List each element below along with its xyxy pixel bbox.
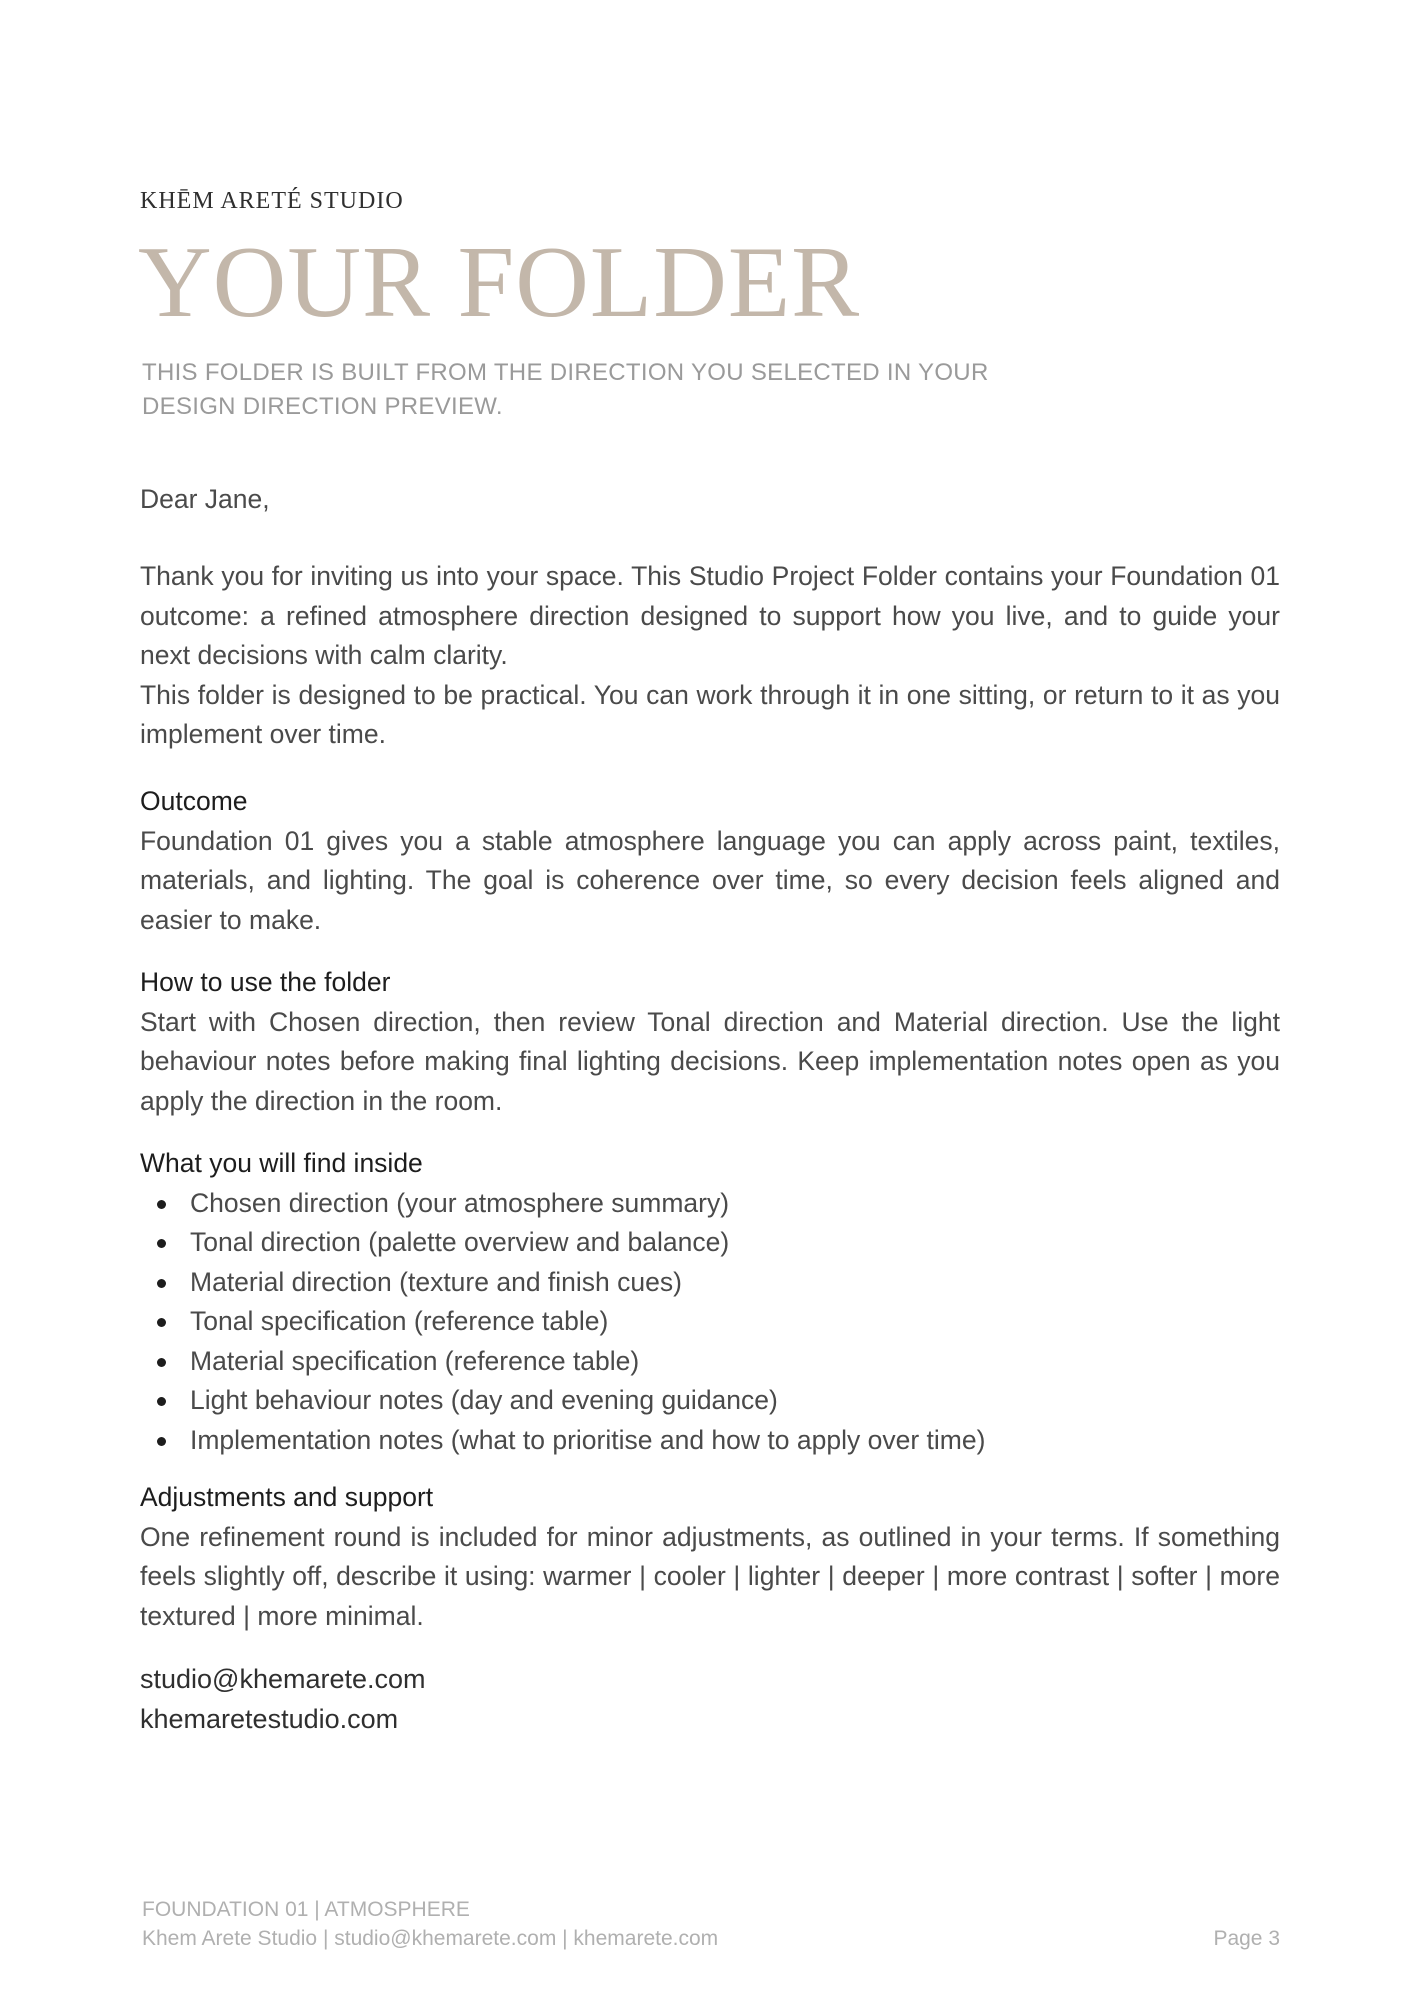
list-item — [140, 1263, 1280, 1303]
page-title: YOUR FOLDER — [138, 226, 861, 339]
list-item — [140, 1342, 1280, 1382]
list-item — [140, 1381, 1280, 1421]
bullet-icon — [157, 1200, 166, 1209]
list-item — [140, 1223, 1280, 1263]
inside-section — [140, 1144, 1280, 1460]
adjustments-section — [140, 1478, 1280, 1636]
adjustments-heading: Adjustments and support — [140, 1482, 434, 1512]
adjustments-text: One refinement round is included for minor adjustments, as outlined in your terms. If something feels slightly off, describe it using: warmer | cooler | lighter | deeper | more contrast | softer | more textured | more minimal. — [140, 1521, 1280, 1631]
bullet-icon — [157, 1318, 166, 1327]
intro-paragraph-2: This folder is designed to be practical. You can work through it in one sitting, or return to it as you implement over time. — [140, 679, 1280, 749]
list-item-text: Tonal specification (reference table) — [190, 1306, 609, 1336]
how-to-use-text: Start with Chosen direction, then review Tonal direction and Material direction. Use the light behaviour notes before making final lighting decisions. Keep implementation notes open as you apply the direction in the room. — [140, 1006, 1280, 1116]
list-item — [140, 1302, 1280, 1342]
contact-website[interactable]: khemaretestudio.com — [140, 1703, 399, 1734]
subtitle-line-1: THIS FOLDER IS BUILT FROM THE DIRECTION YOU SELECTED IN YOUR — [142, 359, 989, 386]
footer — [142, 1895, 718, 1953]
intro-paragraph-1: Thank you for inviting us into your space. This Studio Project Folder contains your Foundation 01 outcome: a refined atmosphere direction designed to support how you live, and to guide your next decisions with calm clarity. — [140, 561, 1280, 670]
subtitle-line-2: DESIGN DIRECTION PREVIEW. — [142, 393, 503, 420]
list-item-text: Implementation notes (what to prioritise and how to apply over time) — [190, 1424, 986, 1455]
list-item-text: Light behaviour notes (day and evening guidance) — [190, 1385, 778, 1415]
greeting: Dear Jane, — [140, 484, 270, 514]
how-to-use-heading: How to use the folder — [140, 967, 391, 997]
list-item-text: Chosen direction (your atmosphere summary) — [190, 1187, 730, 1218]
page-number: Page 3 — [1213, 1927, 1280, 1950]
outcome-section — [140, 782, 1280, 940]
intro-section — [140, 557, 1280, 755]
list-item-text: Material specification (reference table) — [190, 1345, 640, 1376]
bullet-icon — [157, 1239, 166, 1248]
bullet-icon — [157, 1397, 166, 1406]
footer-line-1: FOUNDATION 01 | ATMOSPHERE — [142, 1898, 470, 1921]
list-item — [140, 1421, 1280, 1461]
outcome-text: Foundation 01 gives you a stable atmosphere language you can apply across paint, textiles, materials, and lighting. The goal is coherence over time, so every decision feels aligned and easier to make. — [140, 825, 1280, 935]
list-item-text: Tonal direction (palette overview and balance) — [190, 1227, 730, 1257]
contact-email[interactable]: studio@khemarete.com — [140, 1664, 426, 1694]
inside-heading: What you will find inside — [140, 1148, 423, 1178]
page-subtitle — [142, 356, 1082, 424]
bullet-icon — [157, 1437, 166, 1446]
inside-list — [140, 1184, 1280, 1461]
bullet-icon — [157, 1279, 166, 1288]
outcome-heading: Outcome — [140, 786, 248, 816]
footer-line-2: Khem Arete Studio | studio@khemarete.com | khemarete.com — [142, 1927, 719, 1950]
list-item — [140, 1184, 1280, 1224]
list-item-text: Material direction (texture and finish cues) — [190, 1266, 682, 1297]
bullet-icon — [157, 1358, 166, 1367]
contact-block — [140, 1660, 426, 1739]
studio-name: KHĒM ARETÉ STUDIO — [140, 188, 404, 214]
how-to-use-section — [140, 963, 1280, 1121]
